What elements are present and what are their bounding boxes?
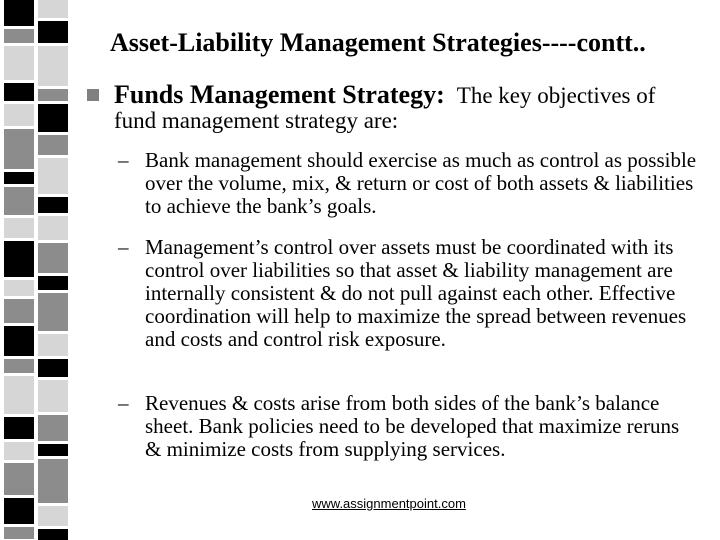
strip-block <box>38 506 68 526</box>
strip-block <box>4 417 34 439</box>
strip-block <box>38 380 68 412</box>
strip-block <box>38 243 68 273</box>
dash-marker: – <box>118 148 129 172</box>
sub-bullet <box>118 149 698 218</box>
sub-bullet <box>118 392 698 461</box>
slide-title: Asset-Liability Management Strategies----contt.. <box>110 28 646 57</box>
strip-block <box>4 527 34 539</box>
main-bullet-lead: Funds Management Strategy: <box>114 80 445 109</box>
strip-block <box>4 46 34 80</box>
square-bullet-icon <box>86 88 100 102</box>
strip-block <box>38 104 68 132</box>
sub-bullet-text: Revenues & costs arise from both sides of the bank’s balance sheet. Bank policies need to be developed that maximize reruns & minimize costs from supplying services. <box>145 391 680 461</box>
sub-bullet-text: Management’s control over assets must be coordinated with its control over liabilities so that asset & liability management are internally consistent & do not pull against each other. Effective coordination will help to maximize the spread between revenues and costs and control risk exposure. <box>145 235 687 351</box>
strip-block <box>38 529 68 540</box>
strip-block <box>38 293 68 331</box>
strip-block <box>38 46 68 86</box>
strip-block <box>4 29 34 43</box>
sub-bullet <box>118 236 698 351</box>
strip-block <box>38 334 68 356</box>
strip-block <box>38 135 68 155</box>
strip-block <box>4 0 34 26</box>
decorative-side-strip <box>0 0 74 540</box>
strip-block <box>4 359 34 373</box>
footer-link[interactable]: www.assignmentpoint.com <box>312 496 466 511</box>
main-bullet-continuation: fund management strategy are: <box>114 108 399 133</box>
dash-marker: – <box>118 235 129 259</box>
strip-block <box>4 172 34 184</box>
strip-block <box>38 216 68 240</box>
strip-block <box>38 21 68 43</box>
strip-block <box>4 463 34 495</box>
strip-block <box>38 459 68 503</box>
strip-block <box>4 299 34 323</box>
strip-block <box>38 415 68 441</box>
strip-block <box>4 218 34 238</box>
strip-block <box>38 359 68 377</box>
strip-block <box>4 376 34 414</box>
strip-block <box>38 276 68 290</box>
dash-marker: – <box>118 391 129 415</box>
strip-block <box>38 158 68 194</box>
sub-bullet-text: Bank management should exercise as much as control as possible over the volume, mix, & return or cost of both assets & liabilities to achieve the bank’s goals. <box>145 148 697 218</box>
strip-block <box>38 89 68 101</box>
strip-block <box>4 241 34 277</box>
strip-block <box>4 280 34 296</box>
strip-block <box>4 498 34 524</box>
strip-block <box>38 444 68 456</box>
strip-block <box>4 83 34 101</box>
strip-block <box>38 0 68 18</box>
strip-block <box>4 187 34 215</box>
main-bullet-text: The key objectives of <box>456 83 656 108</box>
strip-block <box>4 326 34 356</box>
strip-block <box>4 442 34 460</box>
main-bullet <box>114 80 655 110</box>
strip-block <box>4 129 34 169</box>
strip-block <box>38 197 68 213</box>
strip-block <box>4 104 34 126</box>
